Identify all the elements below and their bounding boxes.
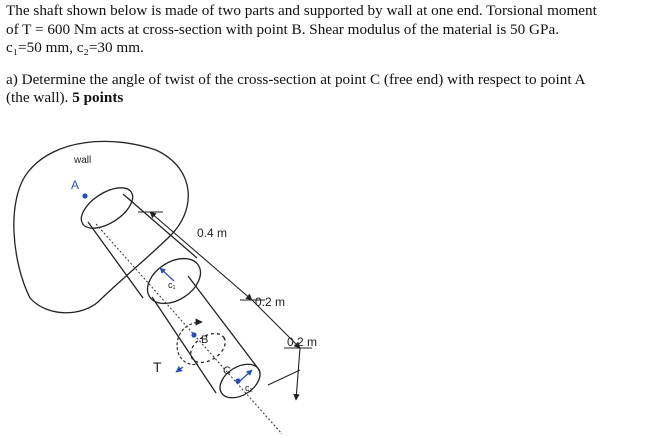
problem-line-3: c₁=50 mm, c₂=30 mm.: [6, 39, 144, 57]
radius-c2-label: c₂: [245, 383, 253, 393]
radius-c1-label: c₁: [168, 280, 176, 290]
torque-label: T: [153, 359, 162, 375]
torque-arrow: [177, 322, 202, 365]
part-a-line-1: a) Determine the angle of twist of the cross-section at point C (free end) with respect to point A: [6, 70, 586, 88]
point-c-marker: [235, 378, 240, 383]
point-a-marker: [82, 193, 87, 198]
problem-line-1: The shaft shown below is made of two parts and supported by wall at one end. Torsional moment: [6, 2, 597, 19]
point-b-marker: [191, 332, 196, 337]
point-a-label: A: [71, 178, 80, 192]
dimension-label-3: 0.2 m: [287, 335, 318, 349]
wall-label: wall: [74, 155, 92, 166]
points-label: 5 points: [72, 89, 124, 107]
dimension-label-1: 0.4 m: [197, 226, 228, 240]
point-b-label: B: [201, 334, 209, 346]
shaft-centerline: [96, 224, 282, 434]
point-c-label: C: [223, 365, 231, 377]
problem-line-2: of T = 600 Nm acts at cross-section with point B. Shear modulus of the material is 50 GPa.: [6, 20, 559, 38]
part-a-wall-text: (the wall).: [6, 89, 69, 107]
torque-arrow-tail: [176, 367, 183, 372]
dimension-label-2: 0.2 m: [255, 295, 286, 309]
